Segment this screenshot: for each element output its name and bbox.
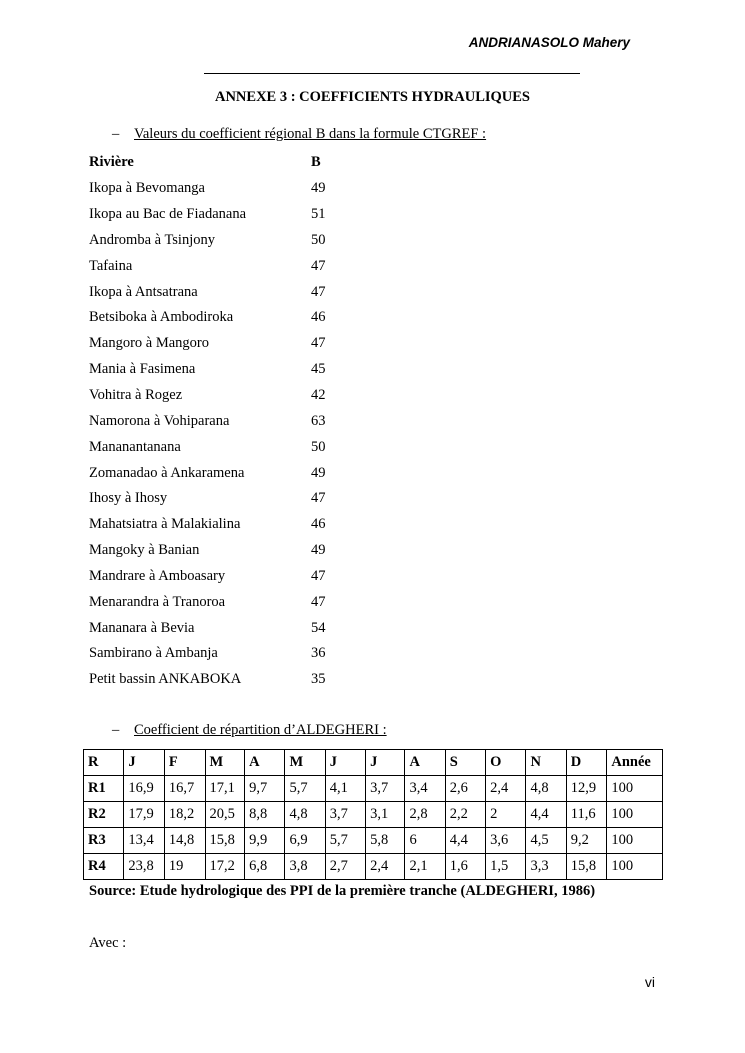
b-value: 49	[311, 464, 326, 481]
column-header: D	[566, 750, 607, 776]
table-row	[89, 383, 371, 409]
annex-title-text: ANNEXE 3 : COEFFICIENTS HYDRAULIQUES	[214, 89, 530, 105]
b-value: 46	[311, 309, 326, 326]
column-header: Année	[607, 750, 663, 776]
table-cell: 6	[405, 828, 445, 854]
row-label: R4	[84, 854, 124, 880]
column-header: R	[84, 750, 124, 776]
table-row	[84, 828, 663, 854]
annex-title	[0, 89, 745, 106]
table-cell: 17,2	[205, 854, 245, 880]
river-name: Mangoky à Banian	[89, 542, 200, 559]
b-value: 46	[311, 516, 326, 533]
table-cell: 8,8	[245, 802, 285, 828]
table-header-row	[89, 150, 371, 176]
column-header-river: Rivière	[89, 154, 134, 171]
table-row	[89, 279, 371, 305]
table-cell: 9,9	[245, 828, 285, 854]
table-cell: 6,8	[245, 854, 285, 880]
table-cell: 3,7	[325, 802, 365, 828]
table-row	[89, 667, 371, 693]
table-row	[89, 589, 371, 615]
table-cell: 4,5	[526, 828, 566, 854]
b-value: 42	[311, 387, 326, 404]
column-header: J	[124, 750, 165, 776]
column-header: J	[366, 750, 405, 776]
row-label: R2	[84, 802, 124, 828]
b-value: 47	[311, 283, 326, 300]
table-row	[84, 854, 663, 880]
b-value: 54	[311, 619, 326, 636]
table-cell: 16,7	[164, 776, 205, 802]
b-value: 49	[311, 542, 326, 559]
avec-text: Avec :	[89, 935, 127, 951]
table-cell: 4,4	[445, 828, 485, 854]
table-cell: 3,8	[285, 854, 325, 880]
table-row	[89, 331, 371, 357]
table-row	[89, 641, 371, 667]
table-row	[89, 408, 371, 434]
table-row	[89, 538, 371, 564]
b-value: 47	[311, 567, 326, 584]
column-header: F	[164, 750, 205, 776]
table-cell: 4,4	[526, 802, 566, 828]
river-name: Betsiboka à Ambodiroka	[89, 309, 234, 326]
river-name: Mahatsiatra à Malakialina	[89, 516, 241, 533]
table-cell: 4,8	[285, 802, 325, 828]
river-name: Mananara à Bevia	[89, 619, 195, 636]
river-name: Mandrare à Amboasary	[89, 567, 226, 584]
table-header-row	[84, 750, 663, 776]
table-row	[89, 202, 371, 228]
table-row	[89, 228, 371, 254]
column-header: J	[325, 750, 365, 776]
river-name: Mangoro à Mangoro	[89, 335, 210, 352]
dash-bullet: –	[112, 126, 120, 142]
column-header: M	[285, 750, 325, 776]
table-cell: 2,4	[486, 776, 526, 802]
table-cell: 100	[607, 776, 663, 802]
table-cell: 23,8	[124, 854, 165, 880]
table-cell: 17,9	[124, 802, 165, 828]
table-row	[84, 802, 663, 828]
b-value: 47	[311, 257, 326, 274]
table-cell: 12,9	[566, 776, 607, 802]
river-name: Ikopa au Bac de Fiadanana	[89, 206, 247, 223]
table-cell: 4,8	[526, 776, 566, 802]
table-cell: 9,7	[245, 776, 285, 802]
table-row	[89, 460, 371, 486]
table-cell: 17,1	[205, 776, 245, 802]
table-cell: 14,8	[164, 828, 205, 854]
table-cell: 11,6	[566, 802, 607, 828]
table-cell: 2,1	[405, 854, 445, 880]
row-label: R3	[84, 828, 124, 854]
river-name: Zomanadao à Ankaramena	[89, 464, 245, 481]
table-cell: 19	[164, 854, 205, 880]
table-cell: 1,6	[445, 854, 485, 880]
coefficient-b-table	[89, 150, 371, 693]
river-name: Vohitra à Rogez	[89, 387, 183, 404]
table-cell: 4,1	[325, 776, 365, 802]
table-cell: 15,8	[205, 828, 245, 854]
table-cell: 2,7	[325, 854, 365, 880]
river-name: Mania à Fasimena	[89, 361, 196, 378]
column-header-b: B	[311, 154, 321, 171]
section-ald-heading	[112, 722, 387, 739]
table-cell: 2,4	[366, 854, 405, 880]
table-cell: 2	[486, 802, 526, 828]
table-row	[89, 512, 371, 538]
river-name: Ikopa à Antsatrana	[89, 283, 198, 300]
b-value: 45	[311, 361, 326, 378]
river-name: Tafaina	[89, 257, 133, 274]
table-cell: 2,2	[445, 802, 485, 828]
b-value: 36	[311, 645, 326, 662]
table-row	[89, 434, 371, 460]
table-cell: 3,7	[366, 776, 405, 802]
table-cell: 3,6	[486, 828, 526, 854]
table-cell: 5,7	[325, 828, 365, 854]
table-cell: 5,8	[366, 828, 405, 854]
header-author: ANDRIANASOLO Mahery	[468, 35, 630, 50]
b-value: 50	[311, 231, 326, 248]
table-cell: 100	[607, 854, 663, 880]
column-header: A	[245, 750, 285, 776]
table-row	[89, 357, 371, 383]
table-cell: 3,1	[366, 802, 405, 828]
table-cell: 5,7	[285, 776, 325, 802]
table-cell: 100	[607, 802, 663, 828]
b-value: 63	[311, 412, 326, 429]
section-b-heading-text: Valeurs du coefficient régional B dans la formule CTGREF :	[134, 126, 487, 142]
table-row	[89, 305, 371, 331]
column-header: N	[526, 750, 566, 776]
b-value: 50	[311, 438, 326, 455]
river-name: Petit bassin ANKABOKA	[89, 671, 242, 688]
page-number: vi	[644, 974, 655, 990]
table-cell: 6,9	[285, 828, 325, 854]
river-name: Mananantanana	[89, 438, 181, 455]
b-value: 47	[311, 593, 326, 610]
column-header: M	[205, 750, 245, 776]
b-value: 47	[311, 490, 326, 507]
column-header: S	[445, 750, 485, 776]
column-header: A	[405, 750, 445, 776]
river-name: Namorona à Vohiparana	[89, 412, 230, 429]
b-value: 51	[311, 206, 326, 223]
table-cell: 13,4	[124, 828, 165, 854]
table-cell: 1,5	[486, 854, 526, 880]
river-name: Andromba à Tsinjony	[89, 231, 215, 248]
table-cell: 20,5	[205, 802, 245, 828]
table-cell: 3,4	[405, 776, 445, 802]
table-cell: 18,2	[164, 802, 205, 828]
table-cell: 3,3	[526, 854, 566, 880]
dash-bullet: –	[112, 722, 120, 738]
header-rule	[204, 73, 580, 74]
river-name: Sambirano à Ambanja	[89, 645, 218, 662]
river-name: Menarandra à Tranoroa	[89, 593, 226, 610]
aldegheri-table	[83, 749, 663, 880]
b-value: 49	[311, 180, 326, 197]
table-row	[89, 564, 371, 590]
section-ald-heading-text: Coefficient de répartition d’ALDEGHERI :	[134, 722, 387, 738]
source-note: Source: Etude hydrologique des PPI de la première tranche (ALDEGHERI, 1986)	[89, 883, 596, 899]
river-name: Ikopa à Bevomanga	[89, 180, 205, 197]
table-row	[89, 253, 371, 279]
table-cell: 16,9	[124, 776, 165, 802]
b-value: 35	[311, 671, 326, 688]
table-cell: 2,6	[445, 776, 485, 802]
table-row	[84, 776, 663, 802]
b-value: 47	[311, 335, 326, 352]
table-cell: 15,8	[566, 854, 607, 880]
section-b-heading	[112, 126, 486, 143]
table-cell: 100	[607, 828, 663, 854]
column-header: O	[486, 750, 526, 776]
table-row	[89, 176, 371, 202]
row-label: R1	[84, 776, 124, 802]
table-cell: 9,2	[566, 828, 607, 854]
river-name: Ihosy à Ihosy	[89, 490, 168, 507]
table-row	[89, 486, 371, 512]
table-cell: 2,8	[405, 802, 445, 828]
table-row	[89, 615, 371, 641]
